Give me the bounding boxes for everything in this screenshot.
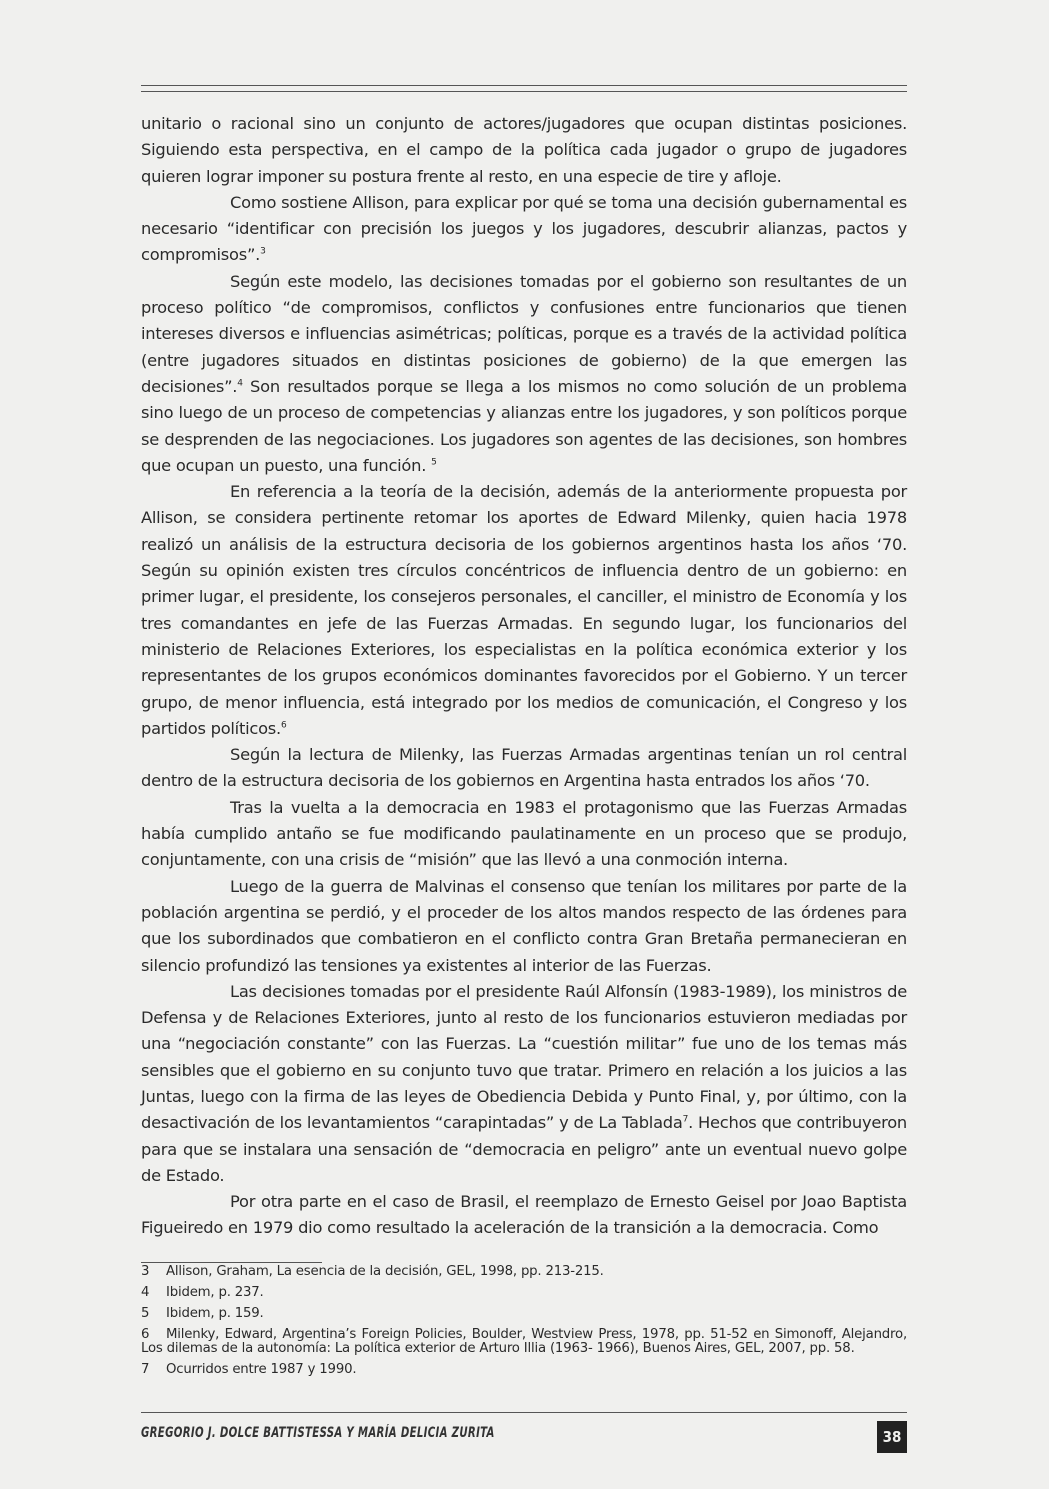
footnote-number: 5 bbox=[141, 1305, 150, 1321]
header-double-rule bbox=[141, 85, 907, 92]
footnote-item bbox=[141, 1363, 907, 1378]
footnote-item bbox=[141, 1307, 907, 1322]
body-text bbox=[141, 111, 907, 1242]
footnote-number: 7 bbox=[141, 1362, 150, 1378]
footnote-text: Ocurridos entre 1987 y 1990. bbox=[166, 1362, 357, 1378]
footnote-item bbox=[141, 1328, 907, 1357]
footnote-ref-4[interactable]: 4 bbox=[237, 378, 243, 389]
footnote-ref-7[interactable]: 7 bbox=[682, 1114, 689, 1125]
footnote-text: Allison, Graham, La esencia de la decisión, GEL, 1998, pp. 213-215. bbox=[166, 1264, 604, 1279]
footer-authors: GREGORIO J. DOLCE BATTISTESSA Y MARÍA DELICIA ZURITA bbox=[141, 1425, 495, 1441]
paragraph-1: unitario o racional sino un conjunto de actores/jugadores que ocupan distintas posiciones. Siguiendo esta perspectiva, en el campo de la política cada jugador o grupo de jugadores quieren lograr imponer su postura frente al resto, en una especie de tire y afloje. bbox=[141, 114, 907, 186]
footnote-separator bbox=[141, 1262, 322, 1263]
footnote-item bbox=[141, 1265, 907, 1280]
paragraph-3-text-a: Según este modelo, las decisiones tomadas por el gobierno son resultantes de un proceso político “de compromisos, conflictos y confusiones entre funcionarios que tienen intereses diversos e influencias asimétricas; políticas, porque es a través de la actividad política (entre jugadores situados en distintas posiciones de gobierno) de la que emergen las decisiones”. bbox=[141, 271, 907, 396]
footnote-text: Ibidem, p. 237. bbox=[166, 1284, 264, 1300]
paragraph-3 bbox=[141, 269, 907, 479]
paragraph-9: Por otra parte en el caso de Brasil, el reemplazo de Ernesto Geisel por Joao Baptista Figueiredo en 1979 dio como resultado la aceleración de la transición a la democracia. Como bbox=[141, 1192, 907, 1238]
paragraph-8-text-b: . Hechos que contribuyeron para que se instalara una sensación de “democracia en peligro” ante un eventual nuevo golpe de Estado. bbox=[141, 1113, 907, 1185]
paragraph-4 bbox=[141, 479, 907, 742]
paragraph-5: Según la lectura de Milenky, las Fuerzas Armadas argentinas tenían un rol central dentro de la estructura decisoria de los gobiernos en Argentina hasta entrados los años ‘70. bbox=[141, 745, 907, 791]
footnote-item bbox=[141, 1286, 907, 1301]
footer-rule bbox=[141, 1412, 907, 1413]
paragraph-4-text: En referencia a la teoría de la decisión, además de la anteriormente propuesta por Allison, se considera pertinente retomar los aportes de Edward Milenky, quien hacia 1978 realizó un análisis de la estructura decisoria de los gobiernos argentinos hasta los años ‘70. Según su opinión existen tres círculos concéntricos de influencia dentro de un gobierno: en primer lugar, el presidente, los consejeros personales, el canciller, el ministro de Economía y los tres comandantes en jefe de las Fuerzas Armadas. En segundo lugar, los funcionarios del ministerio de Relaciones Exteriores, los especialistas en la política económica exterior y los representantes de los grupos económicos dominantes favorecidos por el Gobierno. Y un tercer grupo, de menor influencia, está integrado por los medios de comunicación, el Congreso y los partidos políticos. bbox=[141, 482, 907, 738]
page-number: 38 bbox=[877, 1421, 907, 1453]
footnote-text: Milenky, Edward, Argentina’s Foreign Policies, Boulder, Westview Press, 1978, pp. 51-52 en Simonoff, Alejandro, Los dilemas de la autonomía: La política exterior de Arturo Illia (1963- 1966), Buenos Aires, GEL, 2007, pp. 58. bbox=[141, 1326, 907, 1357]
paragraph-6: Tras la vuelta a la democracia en 1983 el protagonismo que las Fuerzas Armadas había cumplido antaño se fue modificando paulatinamente en un proceso que se produjo, conjuntamente, con una crisis de “misión” que las llevó a una conmoción interna. bbox=[141, 797, 907, 870]
footnote-text: Ibidem, p. 159. bbox=[166, 1305, 264, 1321]
footnote-number: 3 bbox=[141, 1264, 150, 1279]
paragraph-8 bbox=[141, 979, 907, 1189]
paragraph-2-text: Como sostiene Allison, para explicar por qué se toma una decisión gubernamental es necesario “identificar con precisión los juegos y los jugadores, descubrir alianzas, pactos y compromisos”. bbox=[141, 192, 907, 265]
footnote-ref-6[interactable]: 6 bbox=[280, 720, 287, 731]
paragraph-7: Luego de la guerra de Malvinas el consenso que tenían los militares por parte de la población argentina se perdió, y el proceder de los altos mandos respecto de las órdenes para que los subordinados que combatieron en el conflicto contra Gran Bretaña permanecieran en silencio profundizó las tensiones ya existentes al interior de las Fuerzas. bbox=[141, 876, 907, 975]
footnote-ref-3[interactable]: 3 bbox=[260, 247, 266, 258]
footnote-number: 6 bbox=[141, 1326, 150, 1342]
footnotes bbox=[141, 1265, 907, 1384]
paragraph-3-text-b: Son resultados porque se llega a los mismos no como solución de un problema sino luego de un proceso de competencias y alianzas entre los jugadores, y son políticos porque se desprenden de las negociaciones. Los jugadores son agentes de las decisiones, son hombres que ocupan un puesto, una función. bbox=[141, 376, 907, 475]
paragraph-2 bbox=[141, 190, 907, 269]
paragraph-8-text-a: Las decisiones tomadas por el presidente Raúl Alfonsín (1983-1989), los ministros de Defensa y de Relaciones Exteriores, junto al resto de los funcionarios estuvieron mediadas por una “negociación constante” con las Fuerzas. La “cuestión militar” fue uno de los temas más sensibles que el gobierno en su conjunto tuvo que tratar. Primero en relación a los juicios a las Juntas, luego con la firma de las leyes de Obediencia Debida y Punto Final, y, por último, con la desactivación de los levantamientos “carapintadas” y de La Tablada bbox=[141, 981, 907, 1133]
footnote-ref-5[interactable]: 5 bbox=[431, 457, 437, 468]
footnote-number: 4 bbox=[141, 1284, 150, 1300]
